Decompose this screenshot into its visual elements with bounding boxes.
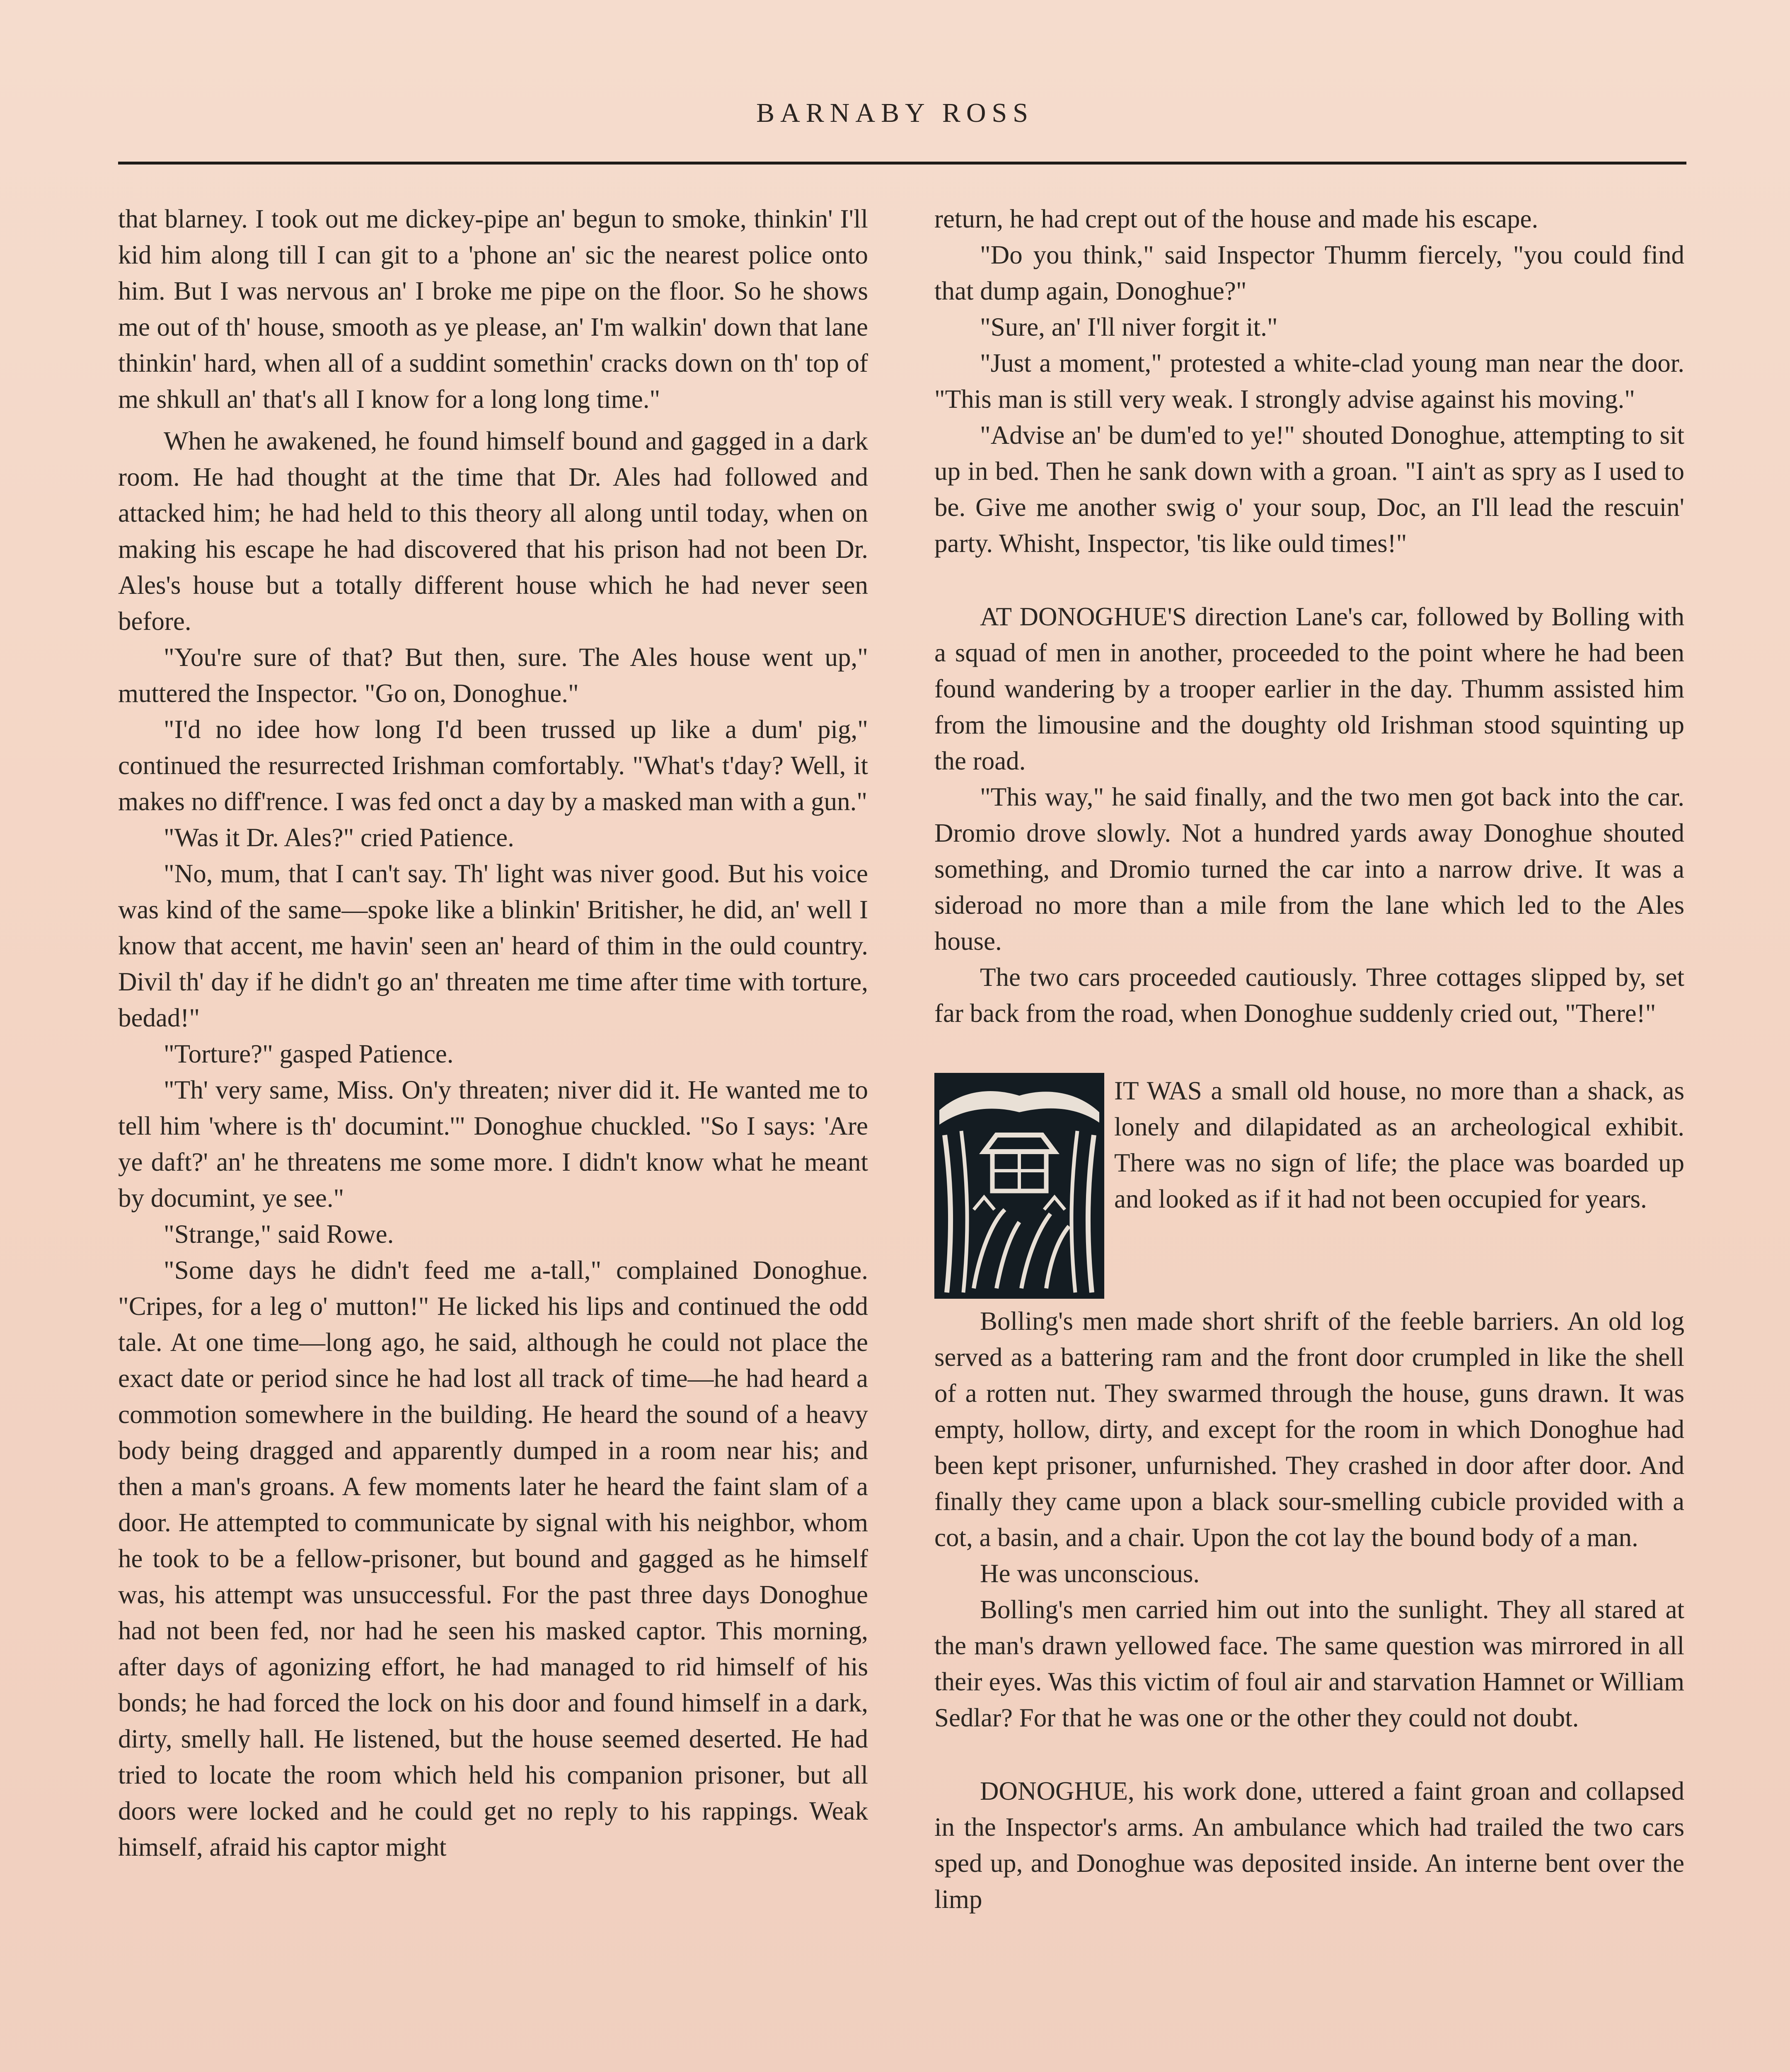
right-column <box>934 201 1684 1917</box>
running-head: BARNABY ROSS <box>756 98 1034 128</box>
paragraph: Bolling's men carried him out into the sunlight. They all stared at the man's drawn yellowed face. The same question was mirrored in all their eyes. Was this victim of foul air and starvation Hamnet or William Sedlar? For that he was one or the other they could not doubt. <box>934 1595 1684 1732</box>
illustrated-initial-paragraph: IT WAS a small old house, no more than a shack, as lonely and dilapidated as an archeological exhibit. There was no sign of life; the place was boarded up and looked as if it had not been occupied for years. <box>1114 1076 1684 1213</box>
paragraph: "Was it Dr. Ales?" cried Patience. <box>164 823 514 852</box>
section-opening-paragraph: DONOGHUE, his work done, uttered a faint groan and collapsed in the Inspector's arms. An ambulance which had trailed the two cars sped up, and Donoghue was deposited inside. An interne bent over the limp <box>934 1777 1684 1914</box>
header-rule <box>118 162 1686 165</box>
section-opening-paragraph: AT DONOGHUE'S direction Lane's car, followed by Bolling with a squad of men in another, proceeded to the point where he had been found wandering by a trooper earlier in the day. Thumm assisted him from the limousine and the doughty old Irishman stood squinting up the road. <box>934 602 1684 775</box>
paragraph: "I'd no idee how long I'd been trussed up like a dum' pig," continued the resurrected Irishman comfortably. "What's t'day? Well, it makes no diff'rence. I was fed onct a day by a masked man with a gun." <box>118 715 868 816</box>
paragraph: "Strange," said Rowe. <box>164 1220 394 1249</box>
paragraph: The two cars proceeded cautiously. Three cottages slipped by, set far back from the road, when Donoghue suddenly cried out, "There!" <box>934 963 1684 1028</box>
paragraph: "This way," he said finally, and the two men got back into the car. Dromio drove slowly. Not a hundred yards away Donoghue shouted something, and Dromio turned the car into a narrow drive. It was a sideroad no more than a mile from the lane which led to the Ales house. <box>934 782 1684 956</box>
paragraph: "Th' very same, Miss. On'y threaten; niver did it. He wanted me to tell him 'where is th' documint.'" Donoghue chuckled. "So I says: 'Are ye daft?' an' he threatens me some more. I didn't know what he meant by documint, ye see." <box>118 1075 868 1213</box>
illustrated-initial-block <box>934 1073 1684 1297</box>
paragraph: "No, mum, that I can't say. Th' light was niver good. But his voice was kind of the same—spoke like a blinkin' Britisher, he did, an' well I know that accent, me havin' seen an' heard of thim in the ould country. Divil th' day if he didn't go an' threaten me time after time with torture, bedad!" <box>118 859 868 1032</box>
paragraph: "Just a moment," protested a white-clad young man near the door. "This man is still very weak. I strongly advise against his moving." <box>934 349 1684 414</box>
paragraph: return, he had crept out of the house and made his escape. <box>934 204 1538 233</box>
paragraph: "You're sure of that? But then, sure. The Ales house went up," muttered the Inspector. "Go on, Donoghue." <box>118 643 868 708</box>
paragraph: He was unconscious. <box>980 1559 1200 1588</box>
paragraph: When he awakened, he found himself bound and gagged in a dark room. He had thought at the time that Dr. Ales had followed and attacked him; he had held to this theory all along until today, when on making his escape he had discovered that his prison had not been Dr. Ales's house but a totally different house which he had never seen before. <box>118 426 868 636</box>
house-illustration <box>934 1073 1104 1299</box>
left-column <box>118 201 868 1865</box>
paragraph: "Do you think," said Inspector Thumm fiercely, "you could find that dump again, Donoghue?" <box>934 240 1684 305</box>
paragraph: "Torture?" gasped Patience. <box>164 1039 454 1068</box>
paragraph: Bolling's men made short shrift of the feeble barriers. An old log served as a battering ram and the front door crumpled in like the shell of a rotten nut. They swarmed through the house, guns drawn. It was empty, hollow, dirty, and except for the room in which Donoghue had been kept prisoner, unfurnished. They crashed in door after door. And finally they came upon a black sour-smelling cubicle provided with a cot, a basin, and a chair. Upon the cot lay the bound body of a man. <box>934 1307 1684 1552</box>
paragraph: "Advise an' be dum'ed to ye!" shouted Donoghue, attempting to sit up in bed. Then he sank down with a groan. "I ain't as spry as I used to be. Give me another swig o' your soup, Doc, an I'll lead the rescuin' party. Whisht, Inspector, 'tis like ould times!" <box>934 421 1684 558</box>
paragraph: "Sure, an' I'll niver forgit it." <box>980 312 1278 341</box>
paragraph: that blarney. I took out me dickey-pipe an' begun to smoke, thinkin' I'll kid him along till I can git to a 'phone an' sic the nearest police onto him. But I was nervous an' I broke me pipe on the floor. So he shows me out of th' house, smooth as ye please, an' I'm walkin' down that lane thinkin' hard, when all of a suddint somethin' cracks down on th' top of me shkull an' that's all I know for a long long time." <box>118 204 868 414</box>
paragraph: "Some days he didn't feed me a-tall," complained Donoghue. "Cripes, for a leg o' mutton!" He licked his lips and continued the odd tale. At one time—long ago, he said, although he could not place the exact date or period since he had lost all track of time—he had heard a commotion somewhere in the building. He heard the sound of a heavy body being dragged and apparently dumped in a room near his; and then a man's groans. A few moments later he heard the faint slam of a door. He attempted to communicate by signal with his neighbor, whom he took to be a fellow-prisoner, but bound and gagged as he himself was, his attempt was unsuccessful. For the past three days Donoghue had not been fed, nor had he seen his masked captor. This morning, after days of agonizing effort, he had managed to rid himself of his bonds; he had forced the lock on his door and found himself in a dark, dirty, smelly hall. He listened, but the house seemed deserted. He had tried to locate the room which held his companion prisoner, but all doors were locked and he could get no reply to his rappings. Weak himself, afraid his captor might <box>118 1256 868 1861</box>
